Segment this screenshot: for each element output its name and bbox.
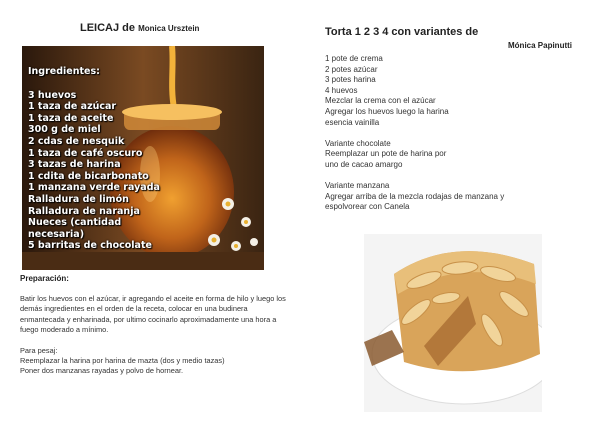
left-author: Monica Ursztein (138, 24, 200, 33)
recipe-line: Variante manzana (325, 181, 390, 191)
ingredient-item: 3 huevos (28, 89, 77, 101)
honey-jar-photo (22, 46, 264, 270)
spacer (325, 171, 555, 182)
ingredients-list (28, 66, 178, 252)
right-author: Mónica Papinutti (508, 41, 572, 50)
ingredient-item: 5 barritas de chocolate (28, 240, 152, 252)
recipe-line: Variante chocolate (325, 138, 391, 148)
right-recipe-text (325, 54, 555, 213)
ingredient-item: Ralladura de naranja (28, 205, 140, 217)
recipe-line: espolvorear con Canela (325, 202, 410, 212)
preparation-paragraph: Poner dos manzanas rayadas y polvo de hornear. (20, 366, 184, 376)
apple-cake-illustration (364, 234, 542, 412)
recipe-line: 2 potes azúcar (325, 64, 378, 74)
recipe-line: esencia vainilla (325, 117, 380, 127)
recipe-line: 3 potes harina (325, 75, 376, 85)
spacer (325, 128, 555, 139)
preparation-text (20, 294, 290, 377)
recipe-line: Agregar los huevos luego la harina (325, 106, 449, 116)
ingredient-item: 1 taza de café oscuro (28, 147, 143, 159)
ingredient-item: 1 manzana verde rayada (28, 182, 160, 194)
recipe-line: uno de cacao amargo (325, 159, 403, 169)
preparation-paragraph: Reemplazar la harina por harina de mazta (dos y medio tazas) (20, 356, 225, 366)
ingredient-item: Nueces (cantidad necesaria) (28, 217, 122, 240)
ingredient-item: 3 tazas de harina (28, 159, 121, 171)
right-recipe-title: Torta 1 2 3 4 con variantes de (325, 26, 479, 38)
recipe-line: 4 huevos (325, 85, 358, 95)
recipe-line: Mezclar la crema con el azúcar (325, 96, 436, 106)
recipe-line: 1 pote de crema (325, 54, 383, 63)
left-recipe-title (80, 22, 280, 34)
preparation-paragraph: Batir los huevos con el azúcar, ir agregando el aceite en forma de hilo y luego los demás ingredientes en el orden de la receta, colocar en una budinera enmantecada y enharinada, por ultimo cocinarlo aproximadamente una hora a fuego moderado a mínimo. (20, 294, 286, 335)
left-title-text: LEICAJ de (80, 22, 136, 34)
ingredient-item: 300 g de miel (28, 124, 101, 136)
preparation-paragraph: Para pesaj: (20, 345, 58, 355)
ingredient-item: 1 cdita de bicarbonato (28, 170, 149, 182)
recipe-line: Agregar arriba de la mezcla rodajas de manzana y (325, 191, 505, 201)
ingredient-item: 1 taza de azúcar (28, 101, 117, 113)
ingredient-item: 1 taza de aceite (28, 112, 114, 124)
ingredient-item: 2 cdas de nesquik (28, 135, 125, 147)
recipe-line: Reemplazar un pote de harina por (325, 149, 447, 159)
apple-cake-photo (364, 234, 542, 412)
ingredient-item: Ralladura de limón (28, 193, 129, 205)
preparation-heading: Preparación: (20, 274, 69, 283)
ingredients-heading: Ingredientes: (28, 66, 100, 77)
